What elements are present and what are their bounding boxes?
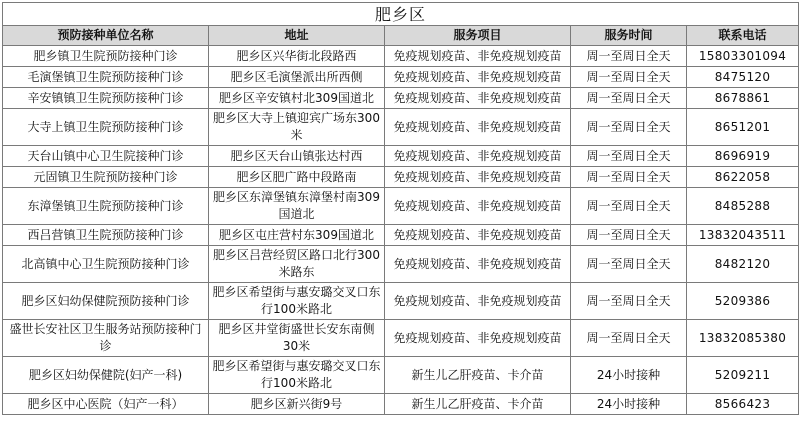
header-service: 服务项目 bbox=[385, 26, 571, 46]
table-row bbox=[3, 225, 799, 246]
cell-address: 肥乡区希望街与惠安璐交叉口东行100米路北 bbox=[209, 283, 385, 320]
cell-unit: 肥乡镇卫生院预防接种门诊 bbox=[3, 46, 209, 67]
cell-unit: 东漳堡镇卫生院预防接种门诊 bbox=[3, 188, 209, 225]
cell-time: 24小时接种 bbox=[571, 357, 687, 394]
cell-phone: 8678861 bbox=[687, 88, 799, 109]
cell-service: 免疫规划疫苗、非免疫规划疫苗 bbox=[385, 109, 571, 146]
header-time: 服务时间 bbox=[571, 26, 687, 46]
cell-service: 免疫规划疫苗、非免疫规划疫苗 bbox=[385, 46, 571, 67]
table-row bbox=[3, 146, 799, 167]
cell-unit: 盛世长安社区卫生服务站预防接种门诊 bbox=[3, 320, 209, 357]
cell-phone: 8475120 bbox=[687, 67, 799, 88]
cell-time: 周一至周日全天 bbox=[571, 109, 687, 146]
cell-address: 肥乡区屯庄营村东309国道北 bbox=[209, 225, 385, 246]
cell-service: 免疫规划疫苗、非免疫规划疫苗 bbox=[385, 246, 571, 283]
cell-address: 肥乡区希望街与惠安璐交叉口东行100米路北 bbox=[209, 357, 385, 394]
cell-address: 肥乡区毛演堡派出所西侧 bbox=[209, 67, 385, 88]
cell-time: 周一至周日全天 bbox=[571, 320, 687, 357]
cell-phone: 8651201 bbox=[687, 109, 799, 146]
cell-phone: 8622058 bbox=[687, 167, 799, 188]
cell-unit: 辛安镇镇卫生院预防接种门诊 bbox=[3, 88, 209, 109]
cell-phone: 13832085380 bbox=[687, 320, 799, 357]
cell-address: 肥乡区天台山镇张达村西 bbox=[209, 146, 385, 167]
table-row bbox=[3, 320, 799, 357]
cell-time: 周一至周日全天 bbox=[571, 188, 687, 225]
cell-time: 24小时接种 bbox=[571, 394, 687, 415]
table-row bbox=[3, 246, 799, 283]
cell-address: 肥乡区吕营经贸区路口北行300米路东 bbox=[209, 246, 385, 283]
cell-unit: 肥乡区中心医院（妇产一科） bbox=[3, 394, 209, 415]
cell-phone: 8696919 bbox=[687, 146, 799, 167]
cell-time: 周一至周日全天 bbox=[571, 146, 687, 167]
header-address: 地址 bbox=[209, 26, 385, 46]
table-title: 肥乡区 bbox=[3, 3, 799, 26]
cell-time: 周一至周日全天 bbox=[571, 88, 687, 109]
cell-service: 免疫规划疫苗、非免疫规划疫苗 bbox=[385, 320, 571, 357]
header-phone: 联系电话 bbox=[687, 26, 799, 46]
cell-time: 周一至周日全天 bbox=[571, 67, 687, 88]
cell-address: 肥乡区辛安镇村北309国道北 bbox=[209, 88, 385, 109]
cell-service: 新生儿乙肝疫苗、卡介苗 bbox=[385, 394, 571, 415]
cell-address: 肥乡区东漳堡镇东漳堡村南309国道北 bbox=[209, 188, 385, 225]
cell-service: 免疫规划疫苗、非免疫规划疫苗 bbox=[385, 167, 571, 188]
cell-phone: 5209386 bbox=[687, 283, 799, 320]
table-row bbox=[3, 46, 799, 67]
header-row bbox=[3, 26, 799, 46]
cell-service: 免疫规划疫苗、非免疫规划疫苗 bbox=[385, 67, 571, 88]
table-row bbox=[3, 283, 799, 320]
cell-address: 肥乡区大寺上镇迎宾广场东300米 bbox=[209, 109, 385, 146]
cell-phone: 8566423 bbox=[687, 394, 799, 415]
cell-address: 肥乡区肥广路中段路南 bbox=[209, 167, 385, 188]
cell-phone: 5209211 bbox=[687, 357, 799, 394]
table-row bbox=[3, 67, 799, 88]
cell-time: 周一至周日全天 bbox=[571, 167, 687, 188]
cell-time: 周一至周日全天 bbox=[571, 283, 687, 320]
cell-unit: 肥乡区妇幼保健院预防接种门诊 bbox=[3, 283, 209, 320]
cell-unit: 北高镇中心卫生院预防接种门诊 bbox=[3, 246, 209, 283]
cell-address: 肥乡区兴华街北段路西 bbox=[209, 46, 385, 67]
cell-phone: 15803301094 bbox=[687, 46, 799, 67]
cell-address: 肥乡区井堂街盛世长安东南侧30米 bbox=[209, 320, 385, 357]
cell-phone: 8482120 bbox=[687, 246, 799, 283]
table-row bbox=[3, 109, 799, 146]
cell-unit: 西吕营镇卫生院预防接种门诊 bbox=[3, 225, 209, 246]
table-row bbox=[3, 357, 799, 394]
table-row bbox=[3, 167, 799, 188]
cell-service: 免疫规划疫苗、非免疫规划疫苗 bbox=[385, 188, 571, 225]
cell-unit: 毛演堡镇卫生院预防接种门诊 bbox=[3, 67, 209, 88]
cell-service: 免疫规划疫苗、非免疫规划疫苗 bbox=[385, 146, 571, 167]
table-row bbox=[3, 88, 799, 109]
table-row bbox=[3, 188, 799, 225]
cell-service: 免疫规划疫苗、非免疫规划疫苗 bbox=[385, 88, 571, 109]
cell-unit: 天台山镇中心卫生院接种门诊 bbox=[3, 146, 209, 167]
cell-unit: 元固镇卫生院预防接种门诊 bbox=[3, 167, 209, 188]
cell-service: 新生儿乙肝疫苗、卡介苗 bbox=[385, 357, 571, 394]
table-row bbox=[3, 394, 799, 415]
cell-service: 免疫规划疫苗、非免疫规划疫苗 bbox=[385, 283, 571, 320]
cell-time: 周一至周日全天 bbox=[571, 246, 687, 283]
cell-unit: 肥乡区妇幼保健院(妇产一科) bbox=[3, 357, 209, 394]
header-unit: 预防接种单位名称 bbox=[3, 26, 209, 46]
cell-unit: 大寺上镇卫生院预防接种门诊 bbox=[3, 109, 209, 146]
cell-phone: 13832043511 bbox=[687, 225, 799, 246]
vaccination-sites-table bbox=[2, 2, 799, 415]
cell-time: 周一至周日全天 bbox=[571, 46, 687, 67]
cell-phone: 8485288 bbox=[687, 188, 799, 225]
cell-address: 肥乡区新兴街9号 bbox=[209, 394, 385, 415]
cell-service: 免疫规划疫苗、非免疫规划疫苗 bbox=[385, 225, 571, 246]
cell-time: 周一至周日全天 bbox=[571, 225, 687, 246]
